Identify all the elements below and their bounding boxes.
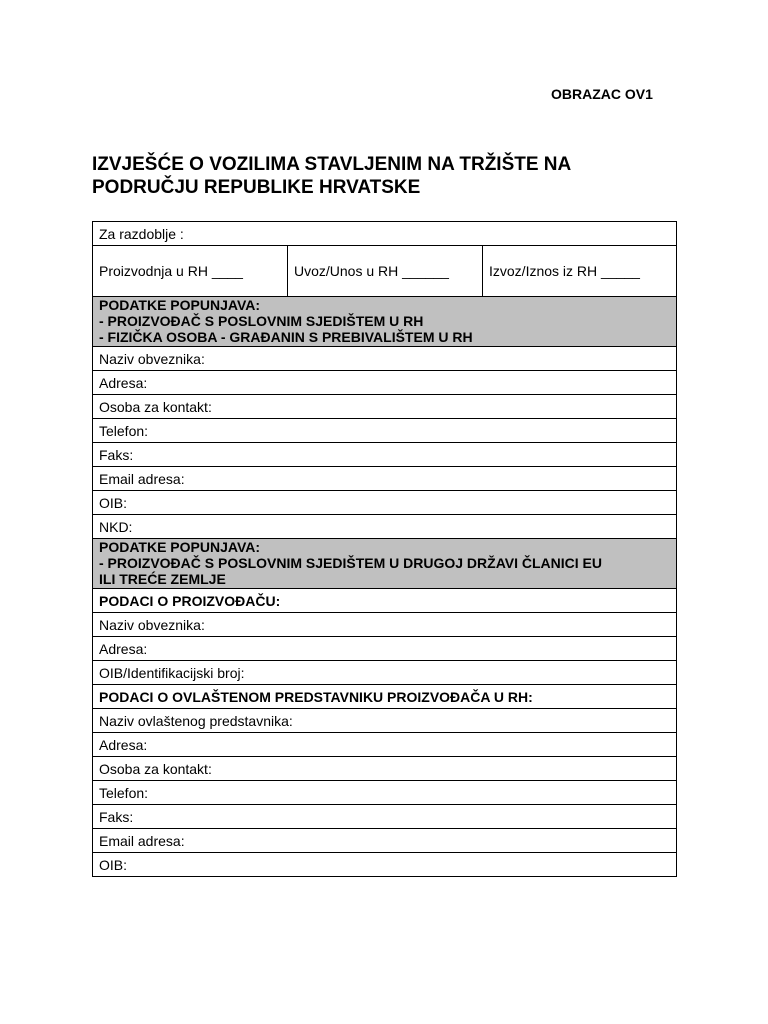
report-form-table xyxy=(92,221,677,877)
document-title xyxy=(92,153,692,199)
period-options-row xyxy=(93,246,677,297)
section-domestic-header xyxy=(93,297,677,347)
section-domestic-header-line: - PROIZVOĐAČ S POSLOVNIM SJEDIŠTEM U RH xyxy=(99,313,424,329)
form-row xyxy=(93,661,677,685)
field-representative-address[interactable]: Adresa: xyxy=(93,733,677,757)
option-import[interactable]: Uvoz/Unos u RH ______ xyxy=(288,246,483,297)
form-row xyxy=(93,491,677,515)
form-row xyxy=(93,829,677,853)
section-foreign-header-line: ILI TREĆE ZEMLJE xyxy=(99,571,226,587)
period-field[interactable]: Za razdoblje : xyxy=(93,222,677,246)
form-row xyxy=(93,515,677,539)
section-domestic-header-line: - FIZIČKA OSOBA - GRAĐANIN S PREBIVALIŠTEM U RH xyxy=(99,329,473,345)
form-row xyxy=(93,757,677,781)
form-row xyxy=(93,613,677,637)
field-representative-phone[interactable]: Telefon: xyxy=(93,781,677,805)
form-row xyxy=(93,709,677,733)
section-domestic-header-cell xyxy=(93,297,677,347)
field-contact-person[interactable]: Osoba za kontakt: xyxy=(93,395,677,419)
form-row xyxy=(93,637,677,661)
section-foreign-header-cell xyxy=(93,539,677,589)
section-foreign-header xyxy=(93,539,677,589)
producer-heading-row xyxy=(93,589,677,613)
form-row xyxy=(93,805,677,829)
section-foreign-header-line: PODATKE POPUNJAVA: xyxy=(99,539,261,555)
field-representative-contact[interactable]: Osoba za kontakt: xyxy=(93,757,677,781)
period-row xyxy=(93,222,677,246)
representative-heading-row xyxy=(93,685,677,709)
field-producer-id[interactable]: OIB/Identifikacijski broj: xyxy=(93,661,677,685)
option-domestic-production[interactable]: Proizvodnja u RH ____ xyxy=(93,246,288,297)
form-row xyxy=(93,347,677,371)
field-representative-fax[interactable]: Faks: xyxy=(93,805,677,829)
form-row xyxy=(93,371,677,395)
form-row xyxy=(93,443,677,467)
form-code: OBRAZAC OV1 xyxy=(551,86,653,102)
form-row xyxy=(93,467,677,491)
representative-heading: PODACI O OVLAŠTENOM PREDSTAVNIKU PROIZVOĐAČA U RH: xyxy=(93,685,677,709)
field-producer-address[interactable]: Adresa: xyxy=(93,637,677,661)
form-row xyxy=(93,395,677,419)
field-representative-oib[interactable]: OIB: xyxy=(93,853,677,877)
form-row xyxy=(93,781,677,805)
field-representative-name[interactable]: Naziv ovlaštenog predstavnika: xyxy=(93,709,677,733)
producer-heading: PODACI O PROIZVOĐAČU: xyxy=(93,589,677,613)
field-nkd[interactable]: NKD: xyxy=(93,515,677,539)
field-fax[interactable]: Faks: xyxy=(93,443,677,467)
field-obligor-name[interactable]: Naziv obveznika: xyxy=(93,347,677,371)
field-producer-name[interactable]: Naziv obveznika: xyxy=(93,613,677,637)
field-address[interactable]: Adresa: xyxy=(93,371,677,395)
form-row xyxy=(93,853,677,877)
section-domestic-header-line: PODATKE POPUNJAVA: xyxy=(99,297,261,313)
form-row xyxy=(93,419,677,443)
section-foreign-header-line: - PROIZVOĐAČ S POSLOVNIM SJEDIŠTEM U DRUGOJ DRŽAVI ČLANICI EU xyxy=(99,555,603,571)
title-line-1: IZVJEŠĆE O VOZILIMA STAVLJENIM NA TRŽIŠTE NA xyxy=(92,154,572,175)
title-line-2: PODRUČJU REPUBLIKE HRVATSKE xyxy=(92,177,421,198)
field-representative-email[interactable]: Email adresa: xyxy=(93,829,677,853)
field-email[interactable]: Email adresa: xyxy=(93,467,677,491)
field-oib[interactable]: OIB: xyxy=(93,491,677,515)
form-row xyxy=(93,733,677,757)
option-export[interactable]: Izvoz/Iznos iz RH _____ xyxy=(483,246,677,297)
field-phone[interactable]: Telefon: xyxy=(93,419,677,443)
